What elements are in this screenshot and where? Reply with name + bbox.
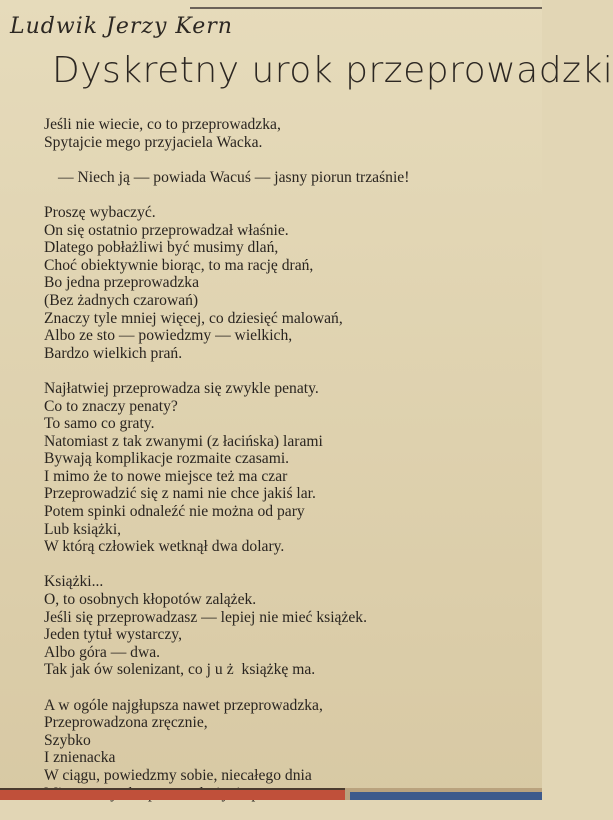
poem-line: (Bez żadnych czarowań) (44, 291, 199, 309)
poem-line: Spytajcie mego przyjaciela Wacka. (44, 133, 263, 151)
poem-line: Albo ze sto — powiedzmy — wielkich, (44, 327, 293, 345)
stanza-3 (44, 204, 540, 362)
spaced-word: już (206, 661, 238, 679)
poem-line: Znaczy tyle mniej więcej, co dziesięć malowań, (44, 309, 343, 327)
poem-line: I znienacka (44, 749, 116, 767)
poem-line: Choć obiektywnie biorąc, to ma rację drań, (44, 256, 314, 274)
poem-line: O, to osobnych kłopotów zalążek. (44, 591, 257, 609)
poem-line: Przeprowadzona zręcznie, (44, 714, 208, 732)
poem-line: Przeprowadzić się z nami nie chce jakiś lar. (44, 485, 316, 503)
poem-line: Jeden tytuł wystarczy, (44, 626, 182, 644)
stanza-6 (44, 697, 540, 803)
poem-body (44, 116, 540, 820)
poem-line: Bardzo wielkich prań. (44, 344, 183, 362)
poem-line: Książki... (44, 573, 104, 591)
poem-line: A w ogóle najgłupsza nawet przeprowadzka, (44, 696, 323, 714)
poem-line: Jeśli nie wiecie, co to przeprowadzka, (44, 116, 281, 133)
poem-line: Albo góra — dwa. (44, 643, 161, 661)
poem-line: Dlatego pobłażliwi być musimy dlań, (44, 239, 279, 257)
poem-line: To samo co graty. (44, 415, 155, 433)
author-name: Ludwik Jerzy Kern (10, 14, 233, 39)
poem-line: Szybko (44, 731, 91, 749)
poem-line: On się ostatnio przeprowadzał właśnie. (44, 221, 289, 239)
line-text-before: Tak jak ów solenizant, co (44, 661, 207, 679)
poem-line: Potem spinki odnaleźć nie można od pary (44, 503, 305, 521)
poem-line: Bo jedna przeprowadzka (44, 274, 200, 292)
poem-line: Jeśli się przeprowadzasz — lepiej nie mieć książek. (44, 608, 368, 626)
bottom-red-band (0, 788, 345, 800)
poem-line: Najłatwiej przeprowadza się zwykle penaty. (44, 379, 319, 397)
poem-line: W którą człowiek wetknął dwa dolary. (44, 538, 285, 556)
poem-line: — Niech ją — powiada Wacuś — jasny piorun trzaśnie! (58, 168, 410, 186)
poem-line: Co to znaczy penaty? (44, 397, 178, 415)
poem-title: Dyskretny urok przeprowadzki (52, 50, 613, 91)
poem-line-spaced (44, 661, 540, 679)
stanza-1 (44, 116, 540, 151)
line-text-after: książkę ma. (237, 661, 316, 679)
header-rule (190, 7, 542, 9)
stanza-4 (44, 380, 540, 556)
stanza-2 (44, 169, 540, 187)
poem-line: Natomiast z tak zwanymi (z łacińska) larami (44, 432, 323, 450)
poem-line: I mimo że to nowe miejsce też ma czar (44, 467, 288, 485)
stanza-5 (44, 573, 540, 679)
poem-line: Proszę wybaczyć. (44, 203, 156, 221)
poem-line: Bywają komplikacje rozmaite czasami. (44, 450, 290, 468)
bottom-blue-band (350, 792, 542, 800)
poem-line: Lub książki, (44, 520, 122, 538)
poem-line: W ciągu, powiedzmy sobie, niecałego dnia (44, 766, 312, 784)
